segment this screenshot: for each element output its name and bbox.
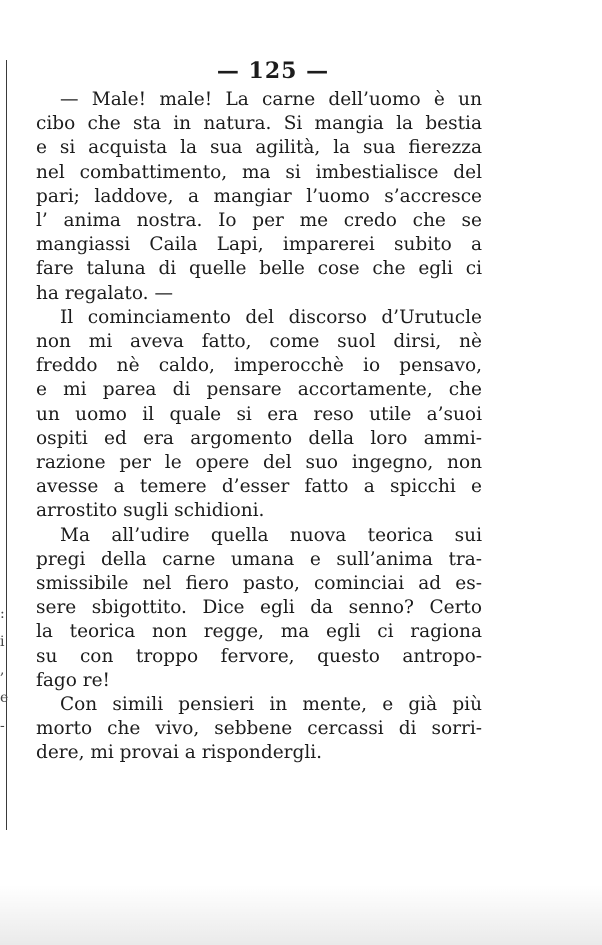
text-line: un uomo il quale si era reso utile a’suoi: [36, 403, 482, 425]
text-line: su con troppo fervore, questo antropo-: [36, 645, 482, 667]
page-edge-shadow: [0, 885, 602, 945]
paragraph-2: [36, 306, 482, 524]
text-line: dere, mi provai a rispondergli.: [36, 742, 323, 764]
text-line: non mi aveva fatto, come suol dirsi, nè: [36, 331, 482, 353]
text-line: fago re!: [36, 669, 110, 691]
text-line: nel combattimento, ma si imbestialisce del: [36, 161, 482, 183]
text-line: freddo nè caldo, imperocchè io pensavo,: [36, 355, 482, 377]
paragraph-3: [36, 524, 482, 693]
text-line: Con simili pensieri in mente, e già più: [60, 694, 482, 716]
paragraph-4: [36, 693, 482, 766]
text-line: fare taluna di quelle belle cose che egli ci: [36, 258, 482, 280]
text-line: e mi parea di pensare accortamente, che: [36, 379, 482, 401]
paragraph-1: [36, 88, 482, 306]
page-number: — 125 —: [216, 58, 330, 84]
facing-page-residue: : i , e -: [0, 606, 9, 734]
book-page: [36, 58, 482, 766]
text-line: pari; laddove, a mangiar l’uomo s’accresce: [36, 185, 482, 207]
text-line: l’ anima nostra. Io per me credo che se: [36, 210, 482, 232]
text-line: ha regalato. —: [36, 282, 173, 304]
text-line: Il cominciamento del discorso d’Urutucle: [60, 306, 482, 328]
text-line: mangiassi Caila Lapi, imparerei subito a: [36, 234, 482, 256]
text-line: arrostito sugli schidioni.: [36, 500, 265, 522]
text-line: razione per le opere del suo ingegno, non: [36, 452, 482, 474]
text-line: e si acquista la sua agilità, la sua fierezza: [36, 137, 482, 159]
text-line: avesse a temere d’esser fatto a spicchi e: [36, 476, 482, 498]
text-line: — Male! male! La carne dell’uomo è un: [60, 89, 482, 110]
text-line: pregi della carne umana e sull’anima tra-: [36, 548, 482, 570]
text-line: ospiti ed era argomento della loro ammi-: [36, 427, 482, 449]
text-line: sere sbigottito. Dice egli da senno? Certo: [36, 597, 482, 619]
text-line: cibo che sta in natura. Si mangia la bestia: [36, 113, 482, 135]
text-line: la teorica non regge, ma egli ci ragiona: [36, 621, 482, 643]
text-line: morto che vivo, sebbene cercassi di sorri-: [36, 718, 482, 740]
text-line: smissibile nel fiero pasto, cominciai ad es-: [36, 573, 482, 595]
text-line: Ma all’udire quella nuova teorica sui: [60, 524, 482, 546]
